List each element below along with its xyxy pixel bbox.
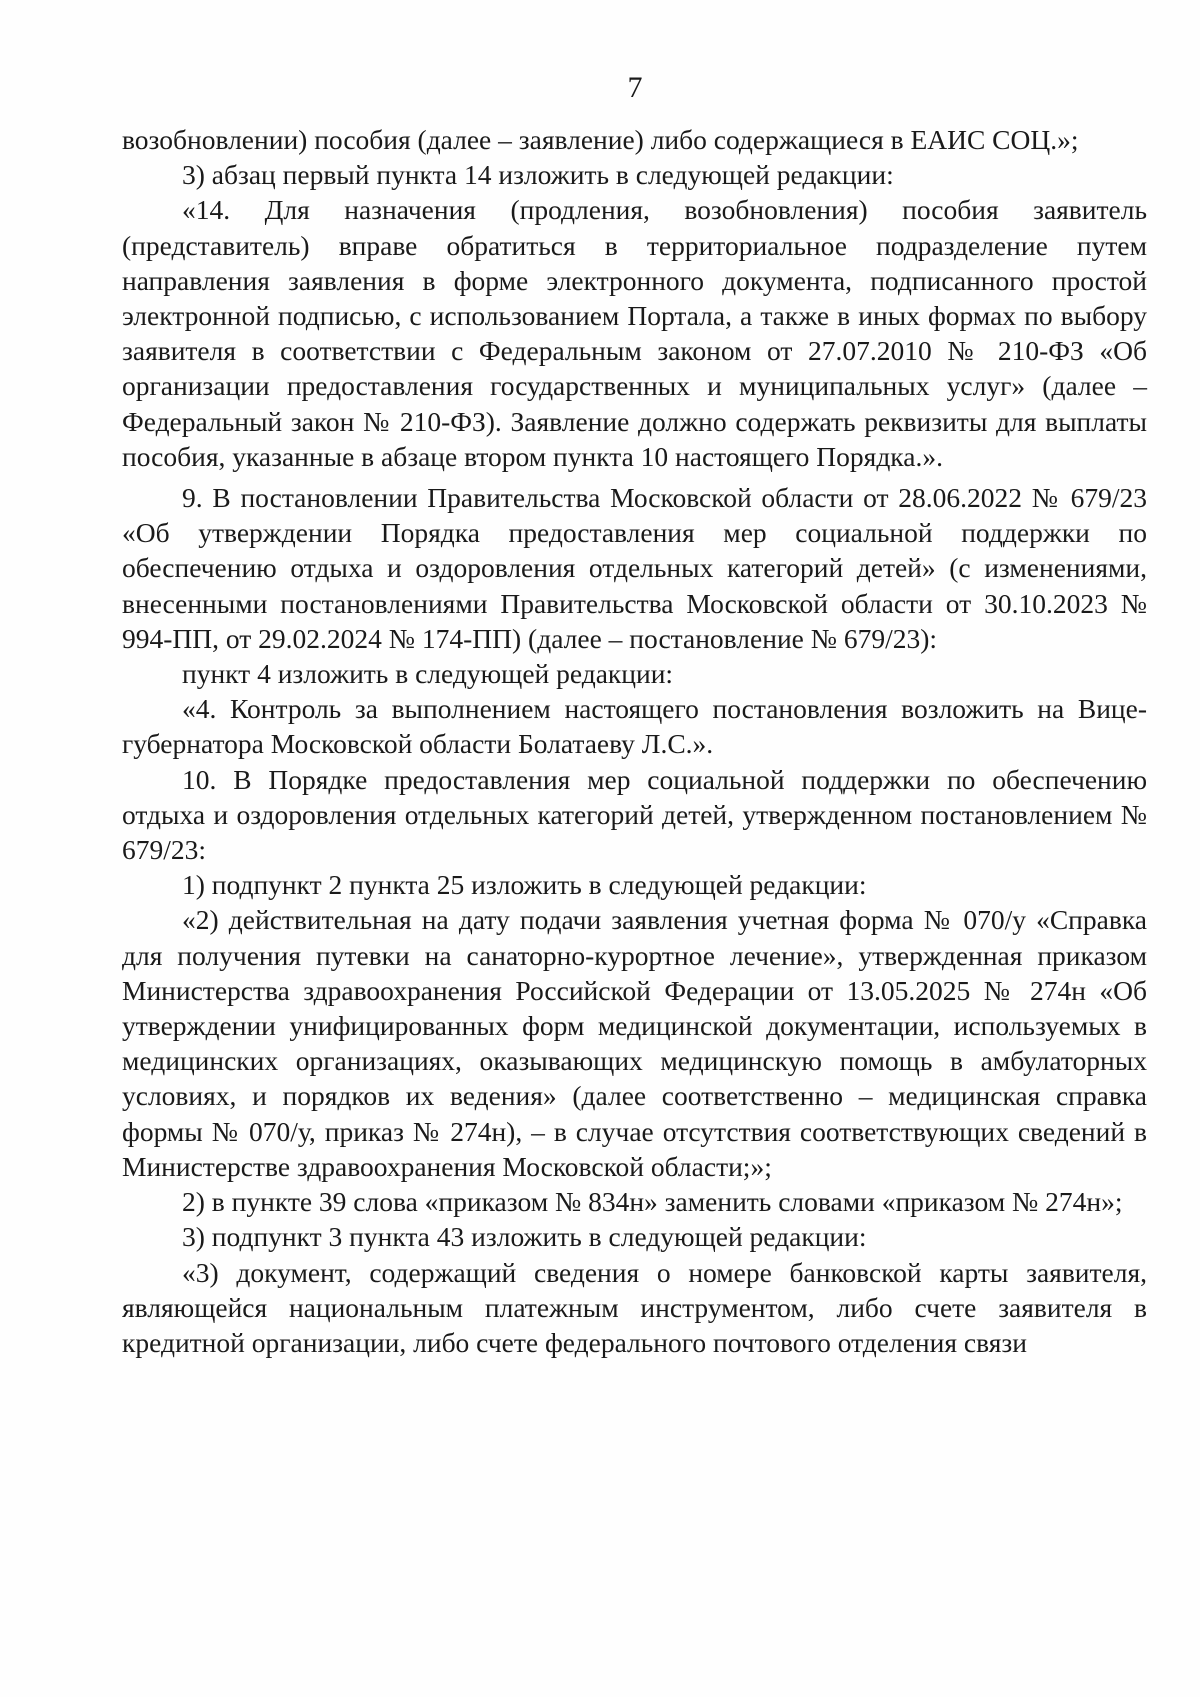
paragraph-section-9: 9. В постановлении Правительства Московской области от 28.06.2022 № 679/23 «Об утверждении Порядка предоставления мер социальной поддержки по обеспечению отдыха и оздоровления отдельных категорий детей» (с изменениями, внесенными постановлениями Правительства Московской области от 30.10.2023 № 994-ПП, от 29.02.2024 № 174-ПП) (далее – постановление № 679/23): xyxy=(122,482,1147,654)
paragraph-item-2: 2) в пункте 39 слова «приказом № 834н» заменить словами «приказом № 274н»; xyxy=(182,1186,1123,1218)
paragraph-clause-14: «14. Для назначения (продления, возобновления) пособия заявитель (представитель) вправе обратиться в территориальное подразделение путем направления заявления в форме электронного документа, подписанного простой электронной подписью, с использованием Портала, а также в иных формах по выбору заявителя в соответствии с Федеральным законом от 27.07.2010 № 210-ФЗ «Об организации предоставления государственных и муниципальных услуг» (далее – Федеральный закон № 210-ФЗ). Заявление должно содержать реквизиты для выплаты пособия, указанные в абзаце втором пункта 10 настоящего Порядка.». xyxy=(122,194,1147,472)
document-body xyxy=(122,122,1147,1360)
paragraph-section-10: 10. В Порядке предоставления мер социальной поддержки по обеспечению отдыха и оздоровления отдельных категорий детей, утвержденном постановлением № 679/23: xyxy=(122,763,1147,866)
paragraph-item-3-heading-b: 3) подпункт 3 пункта 43 изложить в следующей редакции: xyxy=(182,1221,867,1253)
page-number: 7 xyxy=(627,71,643,104)
paragraph-continuation: возобновлении) пособия (далее – заявление) либо содержащиеся в ЕАИС СОЦ.»; xyxy=(122,124,1079,155)
paragraph-subclause-3: «3) документ, содержащий сведения о номере банковской карты заявителя, являющейся национальным платежным инструментом, либо счете заявителя в кредитной организации, либо счете федерального почтового отделения связи xyxy=(122,1256,1147,1358)
paragraph-point-4-heading: пункт 4 изложить в следующей редакции: xyxy=(182,658,674,690)
paragraph-clause-4: «4. Контроль за выполнением настоящего постановления возложить на Вице-губернатора Московской области Болатаеву Л.С.». xyxy=(122,693,1147,760)
paragraph-item-3-heading: 3) абзац первый пункта 14 изложить в следующей редакции: xyxy=(182,159,894,191)
paragraph-subclause-2: «2) действительная на дату подачи заявления учетная форма № 070/у «Справка для получения путевки на санаторно-курортное лечение», утвержденная приказом Министерства здравоохранения Российской Федерации от 13.05.2025 № 274н «Об утверждении унифицированных форм медицинской документации, используемых в медицинских организациях, оказывающих медицинскую помощь в амбулаторных условиях, и порядков их ведения» (далее соответственно – медицинская справка формы № 070/у, приказ № 274н), – в случае отсутствия соответствующих сведений в Министерстве здравоохранения Московской области;»; xyxy=(122,904,1147,1182)
paragraph-item-1-heading: 1) подпункт 2 пункта 25 изложить в следующей редакции: xyxy=(182,869,867,901)
